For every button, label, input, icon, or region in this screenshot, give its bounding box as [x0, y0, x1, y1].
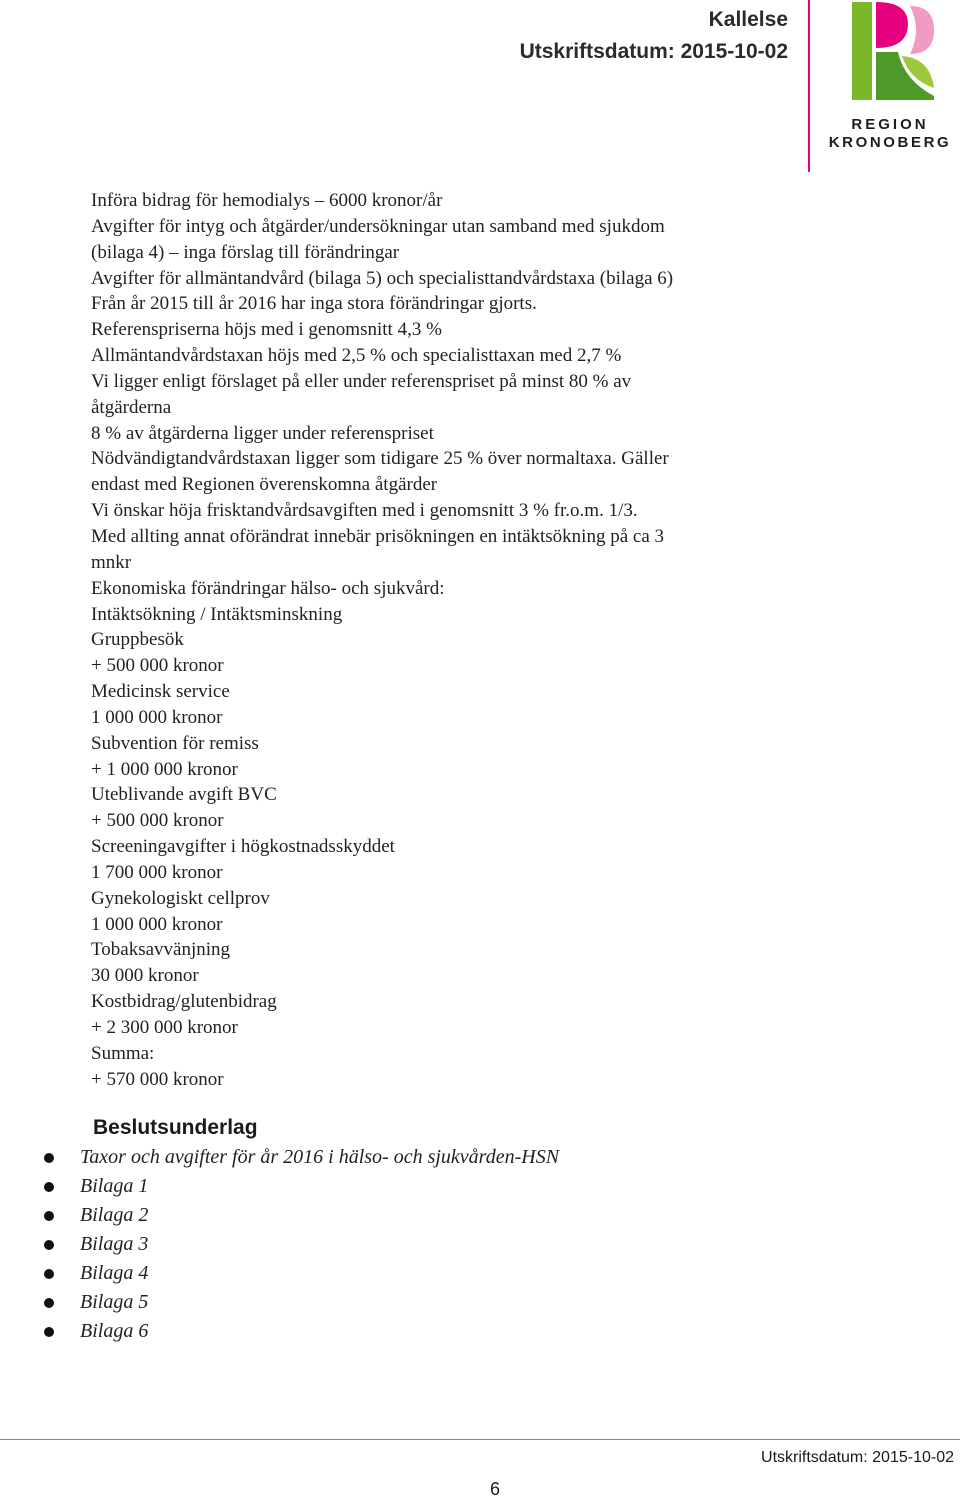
bullet-icon: [44, 1211, 54, 1221]
body-line: Med allting annat oförändrat innebär prisökningen en intäktsökning på ca 3: [91, 525, 665, 547]
body-line: Ekonomiska förändringar hälso- och sjukvård:: [91, 577, 445, 599]
bullet-icon: [44, 1182, 54, 1192]
body-line: + 1 000 000 kronor: [91, 758, 238, 780]
logo-text-kronoberg: KRONOBERG: [828, 134, 952, 151]
list-item: [0, 1172, 700, 1201]
page-number: 6: [490, 1479, 501, 1499]
body-line: Screeningavgifter i högkostnadsskyddet: [91, 836, 395, 858]
body-line: + 500 000 kronor: [91, 810, 224, 832]
body-line: (bilaga 4) – inga förslag till förändringar: [91, 241, 400, 263]
body-line: Uteblivande avgift BVC: [91, 784, 277, 806]
body-line: mnkr: [91, 551, 132, 573]
body-line: Subvention för remiss: [91, 732, 259, 754]
list-item-text: Bilaga 5: [80, 1291, 149, 1313]
body-line: Tobaksavvänjning: [91, 939, 231, 961]
body-line: 1 000 000 kronor: [91, 913, 223, 935]
region-kronoberg-logo-mark-icon: [846, 0, 936, 102]
list-item-text: Bilaga 6: [80, 1320, 149, 1342]
body-line: Vi ligger enligt förslaget på eller under referenspriset på minst 80 % av: [91, 370, 632, 392]
list-item: [0, 1317, 700, 1346]
list-item: [0, 1143, 700, 1172]
body-line: Från år 2015 till år 2016 har inga stora förändringar gjorts.: [91, 293, 537, 315]
body-line: Referenspriserna höjs med i genomsnitt 4,3 %: [91, 319, 442, 341]
body-line: 30 000 kronor: [91, 965, 199, 987]
bullet-icon: [44, 1269, 54, 1279]
body-line: Gynekologiskt cellprov: [91, 887, 270, 909]
body-line: 1 000 000 kronor: [91, 706, 223, 728]
logo-text-region: REGION: [851, 116, 929, 133]
decision-basis-heading: Beslutsunderlag: [93, 1116, 258, 1139]
header-divider: [808, 0, 810, 172]
body-line: Kostbidrag/glutenbidrag: [91, 991, 277, 1013]
decision-basis-list: [0, 1143, 700, 1346]
body-line: + 500 000 kronor: [91, 655, 224, 677]
list-item: [0, 1201, 700, 1230]
bullet-icon: [44, 1298, 54, 1308]
document-type-title: Kallelse: [708, 8, 788, 31]
footer-print-date: Utskriftsdatum: 2015-10-02: [761, 1449, 954, 1466]
body-line: Allmäntandvårdstaxan höjs med 2,5 % och specialisttaxan med 2,7 %: [91, 345, 622, 367]
list-item: [0, 1230, 700, 1259]
document-body: [91, 188, 791, 1093]
body-line: Gruppbesök: [91, 629, 184, 651]
body-line: Nödvändigtandvårdstaxan ligger som tidigare 25 % över normaltaxa. Gäller: [91, 448, 669, 470]
body-line: Införa bidrag för hemodialys – 6000 kronor/år: [91, 190, 443, 211]
header-print-date: Utskriftsdatum: 2015-10-02: [519, 40, 788, 63]
list-item-text: Taxor och avgifter för år 2016 i hälso- och sjukvården-HSN: [80, 1146, 560, 1168]
list-item-text: Bilaga 3: [80, 1233, 149, 1255]
list-item-text: Bilaga 1: [80, 1175, 149, 1197]
list-item-text: Bilaga 2: [80, 1204, 149, 1226]
body-line: Medicinsk service: [91, 681, 230, 703]
body-line: åtgärderna: [91, 396, 172, 418]
body-line: 8 % av åtgärderna ligger under referenspriset: [91, 422, 434, 444]
footer-divider: [0, 1439, 960, 1440]
list-item: [0, 1288, 700, 1317]
body-line: + 2 300 000 kronor: [91, 1017, 238, 1038]
body-line: Vi önskar höja frisktandvårdsavgiften med i genomsnitt 3 % fr.o.m. 1/3.: [91, 500, 638, 522]
body-line: + 570 000 kronor: [91, 1068, 224, 1090]
body-line: Intäktsökning / Intäktsminskning: [91, 603, 343, 625]
body-line: 1 700 000 kronor: [91, 861, 223, 883]
body-line: endast med Regionen överenskomna åtgärder: [91, 474, 438, 496]
body-line: Avgifter för intyg och åtgärder/undersökningar utan samband med sjukdom: [91, 215, 665, 237]
bullet-icon: [44, 1327, 54, 1337]
list-item: [0, 1259, 700, 1288]
bullet-icon: [44, 1153, 54, 1163]
bullet-icon: [44, 1240, 54, 1250]
body-line: Avgifter för allmäntandvård (bilaga 5) och specialisttandvårdstaxa (bilaga 6): [91, 267, 674, 289]
region-kronoberg-logo: [820, 0, 960, 160]
list-item-text: Bilaga 4: [80, 1262, 149, 1284]
body-line: Summa:: [91, 1042, 155, 1064]
